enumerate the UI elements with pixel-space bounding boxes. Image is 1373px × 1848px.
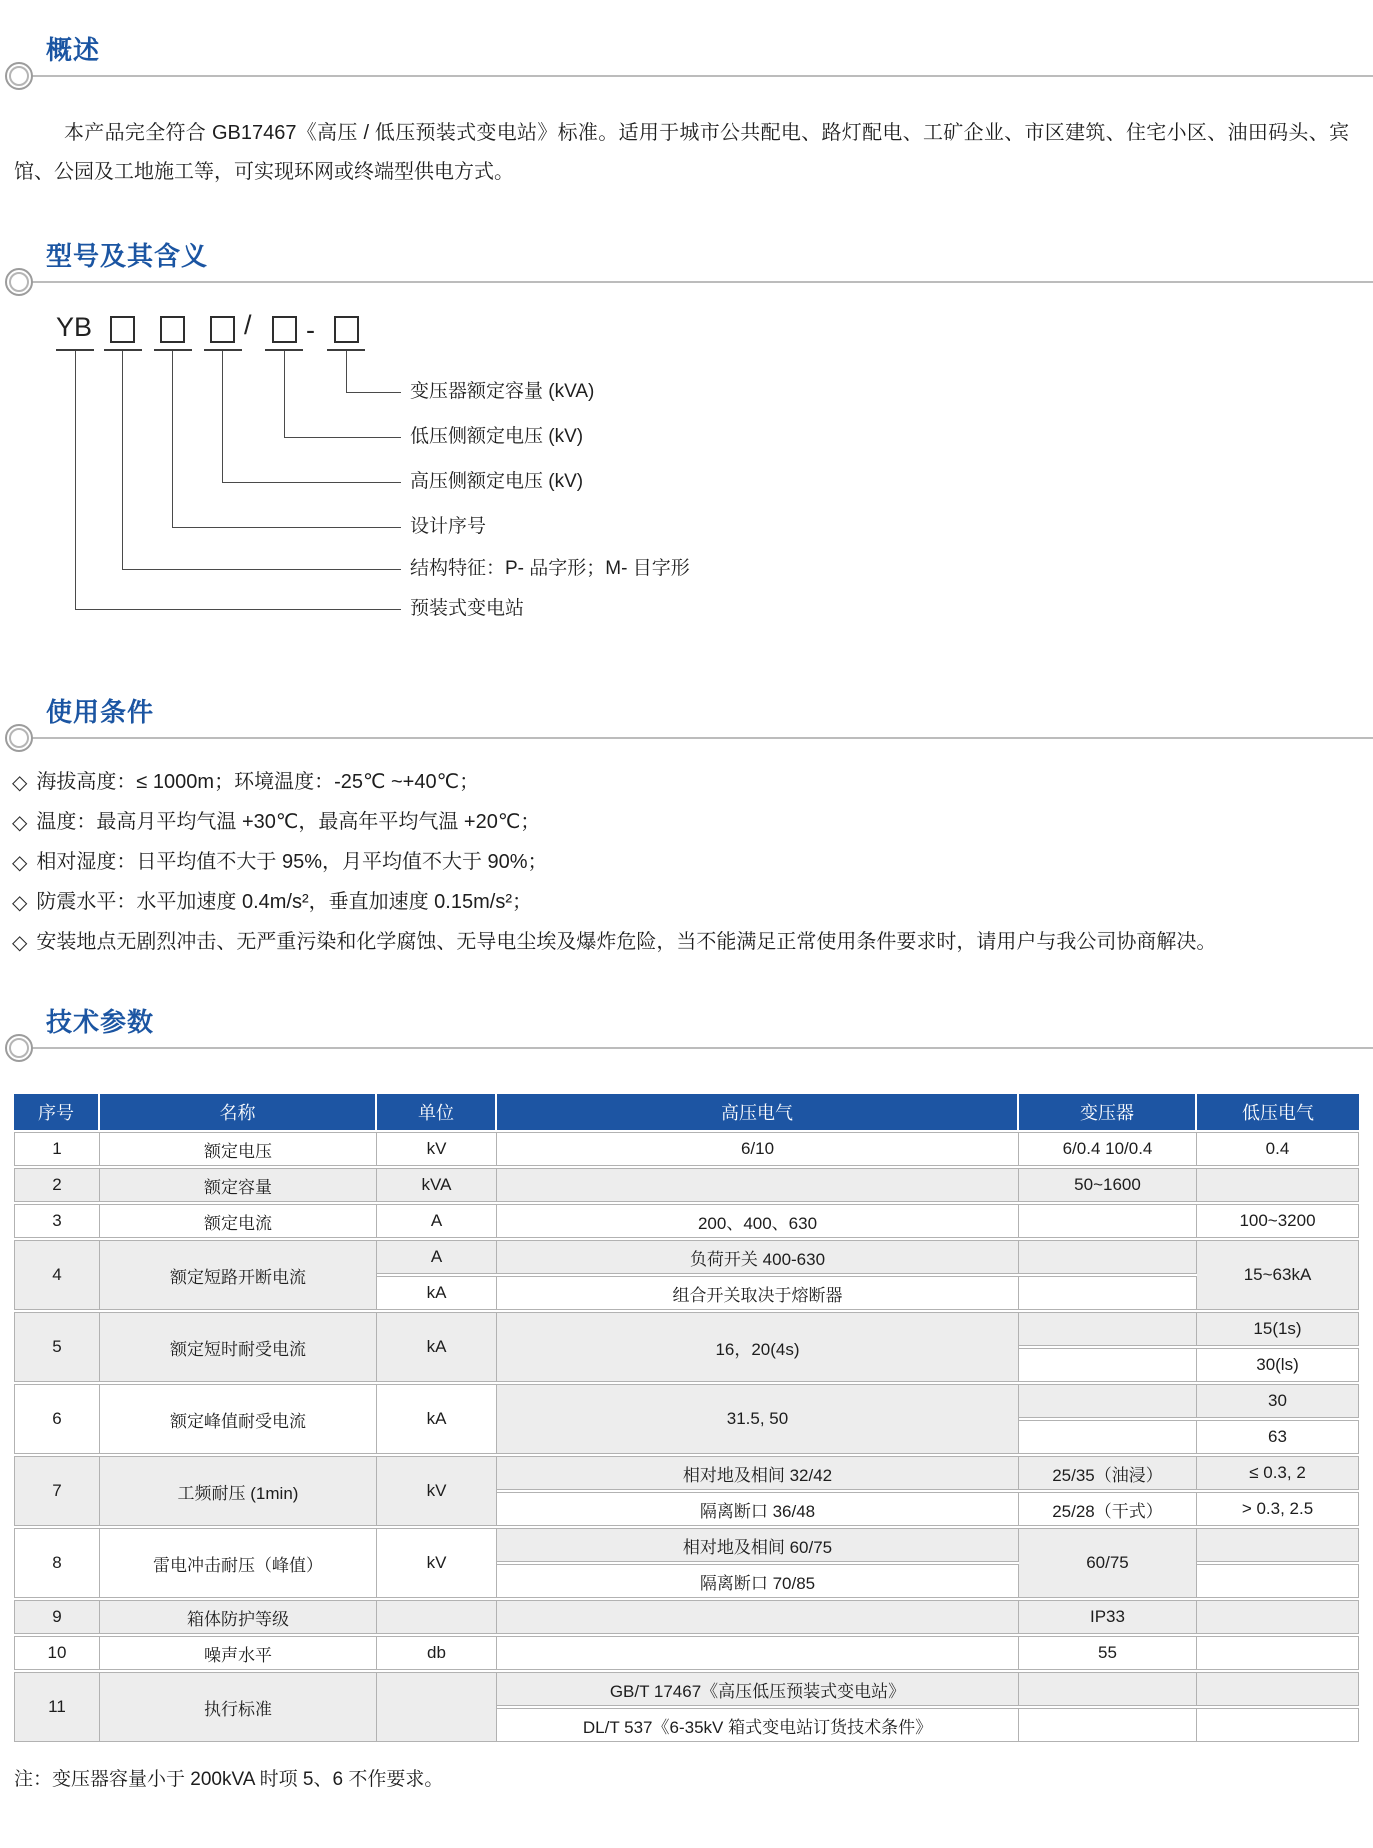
cell-no: 4: [14, 1240, 100, 1310]
diamond-bullet-icon: ◇: [12, 772, 28, 794]
cell-lv: 30: [1197, 1384, 1359, 1418]
cell-hv: GB/T 17467《高压低压预装式变电站》: [497, 1672, 1019, 1706]
cell-empty: [1019, 1276, 1197, 1310]
cell-empty: [1019, 1204, 1197, 1238]
cell-empty: [1197, 1636, 1359, 1670]
cell-empty: [1019, 1384, 1197, 1418]
model-code-prefix: YB: [56, 312, 93, 342]
cell-hv: 隔离断口 70/85: [497, 1564, 1019, 1598]
condition-text: 相对湿度：日平均值不大于 95%，月平均值不大于 90%；: [36, 851, 548, 873]
ring-ornament-icon: [5, 268, 33, 296]
condition-text: 安装地点无剧烈冲击、无严重污染和化学腐蚀、无导电尘埃及爆炸危险，当不能满足正常使用条件要求时，请用户与我公司协商解决。: [36, 931, 1217, 953]
cell-name: 额定容量: [100, 1168, 377, 1202]
conditions-list: [12, 762, 1373, 962]
diamond-bullet-icon: ◇: [12, 852, 28, 874]
cell-hv: 200、400、630: [497, 1204, 1019, 1238]
table-row: [14, 1204, 1359, 1238]
section-model-meaning: [0, 236, 1373, 650]
cell-no: 8: [14, 1528, 100, 1598]
cell-empty: [497, 1168, 1019, 1202]
ring-ornament-icon: [5, 724, 33, 752]
cell-no: 10: [14, 1636, 100, 1670]
cell-empty: [1197, 1168, 1359, 1202]
code-label-substation: 预装式变电站: [410, 598, 525, 619]
code-slash-separator: /: [244, 310, 252, 340]
section-divider-line: [18, 1047, 1373, 1049]
table-row: [14, 1600, 1359, 1634]
cell-unit: kV: [377, 1456, 497, 1526]
cell-unit: kV: [377, 1528, 497, 1598]
col-header-unit: 单位: [377, 1094, 497, 1130]
cell-unit: [377, 1600, 497, 1634]
cell-name: 噪声水平: [100, 1636, 377, 1670]
cell-empty: [1019, 1240, 1197, 1274]
table-row: [14, 1312, 1359, 1346]
section-header-parameters: [0, 1002, 1373, 1052]
cell-transformer: 50~1600: [1019, 1168, 1197, 1202]
cell-lv: 63: [1197, 1420, 1359, 1454]
cell-unit: kV: [377, 1132, 497, 1166]
section-title-parameters: 技术参数: [46, 1007, 155, 1037]
diamond-bullet-icon: ◇: [12, 932, 28, 954]
model-code-diagram: [0, 312, 1373, 650]
section-title-overview: 概述: [46, 35, 101, 65]
code-label-hv-voltage: 高压侧额定电压 (kV): [410, 471, 584, 492]
section-conditions: [0, 692, 1373, 962]
cell-no: 2: [14, 1168, 100, 1202]
cell-empty: [1019, 1672, 1197, 1706]
cell-no: 5: [14, 1312, 100, 1382]
section-divider-line: [18, 75, 1373, 77]
cell-hv: 16，20(4s): [497, 1312, 1019, 1382]
cell-lv: ≤ 0.3, 2: [1197, 1456, 1359, 1490]
cell-name: 额定电压: [100, 1132, 377, 1166]
col-header-name: 名称: [100, 1094, 377, 1130]
cell-transformer: 55: [1019, 1636, 1197, 1670]
cell-empty: [1197, 1672, 1359, 1706]
cell-empty: [1197, 1564, 1359, 1598]
col-header-lv: 低压电气: [1197, 1094, 1359, 1130]
cell-empty: [497, 1600, 1019, 1634]
cell-unit: A: [377, 1204, 497, 1238]
cell-name: 额定短路开断电流: [100, 1240, 377, 1310]
cell-hv: 31.5, 50: [497, 1384, 1019, 1454]
cell-name: 额定峰值耐受电流: [100, 1384, 377, 1454]
col-header-transformer: 变压器: [1019, 1094, 1197, 1130]
connector-line: [75, 351, 401, 610]
cell-empty: [497, 1636, 1019, 1670]
condition-item: [12, 922, 1373, 962]
cell-unit: kA: [377, 1276, 497, 1310]
col-header-no: 序号: [14, 1094, 100, 1130]
section-header-model: [0, 236, 1373, 286]
table-header-row: [14, 1094, 1359, 1130]
code-box-4: [272, 316, 297, 343]
cell-transformer: IP33: [1019, 1600, 1197, 1634]
cell-lv: 15(1s): [1197, 1312, 1359, 1346]
cell-empty: [1197, 1708, 1359, 1742]
cell-no: 6: [14, 1384, 100, 1454]
cell-empty: [1019, 1312, 1197, 1346]
section-divider-line: [18, 737, 1373, 739]
section-overview: [0, 0, 1373, 192]
table-row: [14, 1384, 1359, 1418]
cell-hv: 负荷开关 400-630: [497, 1240, 1019, 1274]
ring-ornament-icon: [5, 62, 33, 90]
condition-text: 温度：最高月平均气温 +30℃，最高年平均气温 +20℃；: [36, 811, 541, 833]
section-title-conditions: 使用条件: [46, 697, 155, 727]
cell-no: 3: [14, 1204, 100, 1238]
cell-no: 11: [14, 1672, 100, 1742]
code-label-design-serial: 设计序号: [410, 516, 487, 537]
cell-hv: 组合开关取决于熔断器: [497, 1276, 1019, 1310]
section-header-conditions: [0, 692, 1373, 742]
cell-transformer: 25/35（油浸）: [1019, 1456, 1197, 1490]
cell-empty: [1197, 1600, 1359, 1634]
table-row: [14, 1168, 1359, 1202]
code-box-1: [110, 316, 135, 343]
cell-unit: db: [377, 1636, 497, 1670]
parameters-table: [14, 1092, 1359, 1744]
condition-item: [12, 842, 1373, 882]
cell-lv: 0.4: [1197, 1132, 1359, 1166]
cell-lv: 100~3200: [1197, 1204, 1359, 1238]
cell-unit: kVA: [377, 1168, 497, 1202]
cell-unit: kA: [377, 1384, 497, 1454]
cell-empty: [1019, 1420, 1197, 1454]
table-row: [14, 1672, 1359, 1706]
overview-paragraph: 本产品完全符合 GB17467《高压 / 低压预装式变电站》标准。适用于城市公共配电、路灯配电、工矿企业、市区建筑、住宅小区、油田码头、宾馆、公园及工地施工等，可实现环网或终端型供电方式。: [14, 122, 1349, 183]
cell-name: 雷电冲击耐压（峰值）: [100, 1528, 377, 1598]
condition-item: [12, 762, 1373, 802]
cell-unit: [377, 1672, 497, 1742]
code-box-5: [334, 316, 359, 343]
section-divider-line: [18, 281, 1373, 283]
cell-empty: [1019, 1708, 1197, 1742]
cell-unit: A: [377, 1240, 497, 1274]
cell-transformer: 60/75: [1019, 1528, 1197, 1598]
cell-name: 额定电流: [100, 1204, 377, 1238]
section-title-model: 型号及其含义: [46, 241, 209, 271]
table-row: [14, 1456, 1359, 1490]
cell-hv: 相对地及相间 60/75: [497, 1528, 1019, 1562]
code-box-3: [210, 316, 235, 343]
code-label-lv-voltage: 低压侧额定电压 (kV): [410, 426, 584, 447]
section-header-overview: [0, 30, 1373, 80]
cell-transformer: 25/28（干式）: [1019, 1492, 1197, 1526]
table-row: [14, 1132, 1359, 1166]
code-box-2: [160, 316, 185, 343]
cell-hv: DL/T 537《6-35kV 箱式变电站订货技术条件》: [497, 1708, 1019, 1742]
cell-empty: [1197, 1528, 1359, 1562]
cell-hv: 6/10: [497, 1132, 1019, 1166]
col-header-hv: 高压电气: [497, 1094, 1019, 1130]
table-row: [14, 1528, 1359, 1562]
cell-no: 7: [14, 1456, 100, 1526]
cell-no: 9: [14, 1600, 100, 1634]
cell-unit: kA: [377, 1312, 497, 1382]
condition-item: [12, 802, 1373, 842]
cell-name: 箱体防护等级: [100, 1600, 377, 1634]
diamond-bullet-icon: ◇: [12, 812, 28, 834]
cell-lv: > 0.3, 2.5: [1197, 1492, 1359, 1526]
code-label-structure: 结构特征：P- 品字形；M- 目字形: [410, 558, 690, 579]
cell-lv: 30(ls): [1197, 1348, 1359, 1382]
section-parameters: [0, 1002, 1373, 1791]
cell-hv: 隔离断口 36/48: [497, 1492, 1019, 1526]
cell-name: 工频耐压 (1min): [100, 1456, 377, 1526]
condition-item: [12, 882, 1373, 922]
ring-ornament-icon: [5, 1034, 33, 1062]
table-footnote: 注：变压器容量小于 200kVA 时项 5、6 不作要求。: [14, 1769, 444, 1790]
code-dash-separator: -: [306, 315, 315, 345]
table-row: [14, 1240, 1359, 1274]
table-row: [14, 1636, 1359, 1670]
condition-text: 防震水平：水平加速度 0.4m/s²，垂直加速度 0.15m/s²；: [36, 891, 532, 913]
code-label-rated-capacity: 变压器额定容量 (kVA): [410, 381, 595, 402]
cell-empty: [1019, 1348, 1197, 1382]
cell-lv: 15~63kA: [1197, 1240, 1359, 1310]
cell-name: 额定短时耐受电流: [100, 1312, 377, 1382]
cell-transformer: 6/0.4 10/0.4: [1019, 1132, 1197, 1166]
cell-name: 执行标准: [100, 1672, 377, 1742]
condition-text: 海拔高度：≤ 1000m；环境温度：-25℃ ~+40℃；: [36, 771, 480, 793]
cell-no: 1: [14, 1132, 100, 1166]
diamond-bullet-icon: ◇: [12, 892, 28, 914]
cell-hv: 相对地及相间 32/42: [497, 1456, 1019, 1490]
